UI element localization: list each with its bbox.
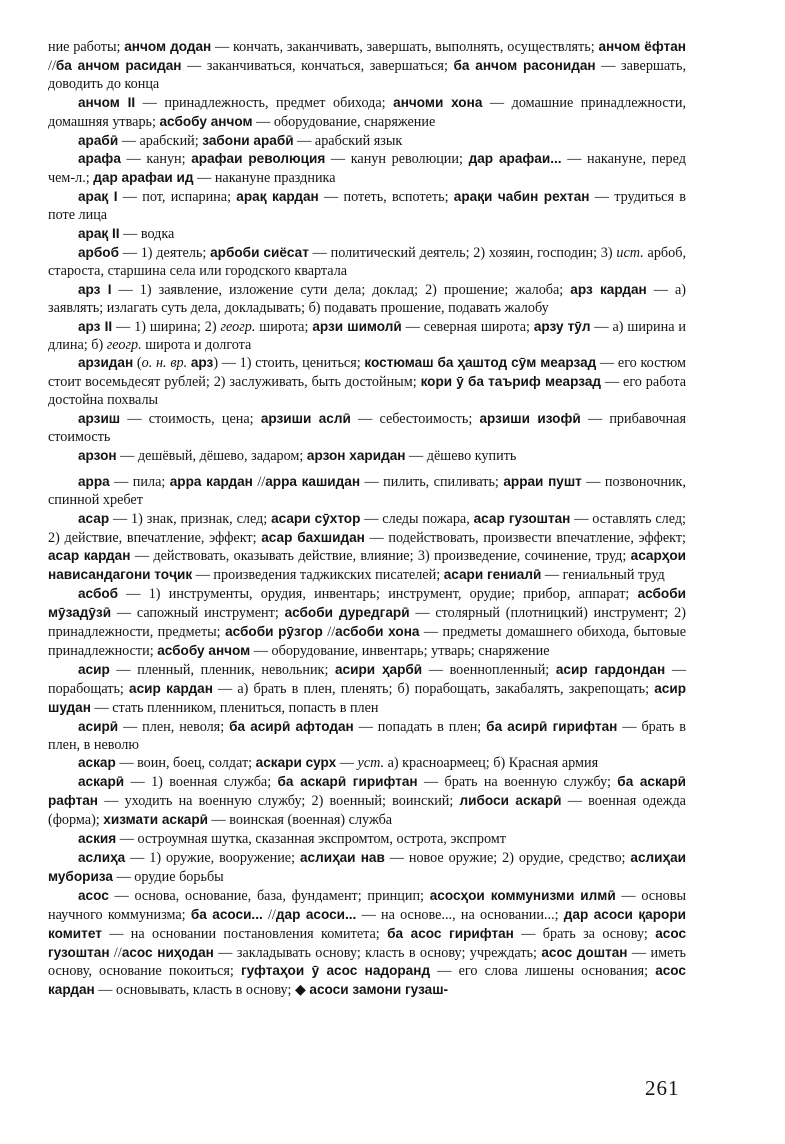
dictionary-entry bbox=[48, 281, 686, 318]
definition-text: — предметы домашнего обихода, бытовые принадлежности; bbox=[48, 624, 686, 659]
headword: ба анчом расонидан bbox=[453, 57, 596, 73]
headword: арақ кардан bbox=[236, 189, 319, 205]
definition-text: — на основе..., на основании...; bbox=[356, 906, 564, 923]
definition-text: ( bbox=[133, 355, 142, 372]
headword: дар асоси қарори комитет bbox=[48, 906, 686, 941]
headword: арз bbox=[190, 355, 214, 371]
headword: арафа bbox=[78, 151, 121, 167]
headword: аслиҳаи мубориза bbox=[48, 849, 686, 884]
headword: аскар bbox=[78, 755, 116, 771]
headword: арзиши аслӣ bbox=[260, 411, 351, 427]
definition-text: а) красноармеец; б) Красная армия bbox=[384, 755, 599, 772]
definition-text: — брать за основу; bbox=[513, 925, 656, 942]
headword: арраи пушт bbox=[503, 473, 582, 489]
definition-text: широта; bbox=[255, 318, 313, 335]
headword: асбоби мӯзадӯзӣ bbox=[48, 586, 686, 621]
definition-text: ние работы; bbox=[48, 39, 125, 55]
headword: асбоб bbox=[78, 586, 119, 602]
headword: арзон bbox=[78, 447, 117, 463]
headword: анчом додан bbox=[124, 39, 212, 54]
definition-text: — основывать, класть в основу; ◆ bbox=[94, 982, 310, 999]
definition-text: — следы пожара, bbox=[360, 510, 474, 527]
headword: гуфтаҳои ӯ асос надоранд bbox=[241, 963, 431, 979]
definition-text: — накануне, перед чем-л.; bbox=[48, 151, 686, 187]
definition-text: — пот, испарина; bbox=[117, 189, 237, 206]
usage-label: геогр. bbox=[106, 336, 142, 353]
definition-text: // bbox=[109, 944, 122, 961]
headword: арабӣ bbox=[78, 132, 119, 148]
definition-text: — стать пленником, плениться, попасть в плен bbox=[90, 699, 379, 716]
definition-text: — домашние принадлежности, домашняя утварь; bbox=[48, 94, 686, 130]
headword: анчоми хона bbox=[393, 94, 483, 110]
definition-text: — арабский язык bbox=[293, 132, 403, 149]
definition-text: — канун революции; bbox=[325, 151, 469, 168]
headword: аския bbox=[78, 831, 117, 847]
headword: забони арабӣ bbox=[202, 132, 294, 148]
headword: аслиҳаи нав bbox=[299, 849, 385, 865]
dictionary-entry bbox=[48, 244, 686, 281]
definition-text: — закладывать основу; класть в основу; учреждать; bbox=[213, 944, 542, 961]
headword: асари гениалӣ bbox=[443, 567, 542, 583]
usage-label: геогр. bbox=[220, 318, 256, 335]
definition-text: — позвоночник, спинной хребет bbox=[48, 473, 686, 508]
definition-text: — 1) оружие, вооружение; bbox=[125, 849, 300, 866]
headword: асар bbox=[78, 510, 110, 526]
dictionary-entry bbox=[48, 38, 686, 94]
definition-text: — воинская (военная) служба bbox=[208, 812, 393, 829]
definition-text: — гениальный труд bbox=[541, 567, 665, 584]
headword: арақи чабин рехтан bbox=[453, 189, 590, 205]
dictionary-entry bbox=[48, 718, 686, 755]
definition-text: — стоимость, цена; bbox=[120, 411, 261, 428]
definition-text: — 1) военная служба; bbox=[124, 774, 278, 791]
headword: асос доштан bbox=[541, 944, 628, 960]
headword: арафаи революция bbox=[191, 151, 326, 167]
headword: арақ I bbox=[78, 189, 118, 205]
definition-text: — попадать в плен; bbox=[353, 718, 487, 735]
definition-text: — основа, основание, база, фундамент; принцип; bbox=[108, 887, 430, 904]
definition-text: — кончать, заканчивать, завершать, выполнять, осуществлять; bbox=[211, 39, 599, 55]
headword: арзи шимолӣ bbox=[312, 318, 402, 334]
dictionary-entry bbox=[48, 773, 686, 830]
headword: асар гузоштан bbox=[473, 510, 571, 526]
definition-text: // bbox=[48, 57, 56, 74]
definition-text: — иметь основу, основание покоиться; bbox=[48, 944, 687, 980]
dictionary-entry bbox=[48, 225, 686, 244]
definition-text: — канун; bbox=[120, 151, 192, 168]
definition-text: — подействовать, произвести впечатление, эффект; bbox=[364, 529, 686, 546]
definition-text: — остроумная шутка, сказанная экспромтом, острота, экспромт bbox=[116, 831, 506, 848]
headword: аскари сурх bbox=[255, 755, 337, 771]
headword: анчом ёфтан bbox=[598, 39, 687, 54]
definition-text: — действовать, оказывать действие, влияние; 3) произведение, сочинение, труд; bbox=[130, 548, 631, 565]
dictionary-entry bbox=[48, 830, 686, 849]
definition-text: — порабощать; bbox=[48, 661, 686, 697]
definition-text: широта и долгота bbox=[141, 336, 252, 353]
definition-text: — трудиться в поте лица bbox=[48, 189, 686, 224]
definition-text: — северная широта; bbox=[401, 318, 534, 335]
headword: асир гардондан bbox=[555, 661, 666, 677]
dictionary-entry bbox=[48, 849, 686, 887]
definition-text: — оборудование, инвентарь; утварь; снаряжение bbox=[250, 643, 550, 659]
definition-text: — брать на военную службу; bbox=[417, 774, 618, 791]
headword: арзу тӯл bbox=[533, 318, 591, 334]
dictionary-entry bbox=[48, 318, 686, 355]
headword: анчом II bbox=[78, 94, 136, 110]
definition-text: — его работа достойна похвалы bbox=[48, 374, 686, 409]
definition-text: // bbox=[262, 906, 276, 923]
definition-text: арбоб, староста, старшина села или городского квартала bbox=[48, 244, 686, 279]
headword: арра bbox=[78, 473, 110, 489]
headword: либоси аскарӣ bbox=[459, 793, 562, 809]
definition-text: — bbox=[336, 755, 358, 772]
definition-text: — сапожный инструмент; bbox=[111, 605, 285, 622]
headword: ба анчом расидан bbox=[55, 57, 182, 73]
headword: асос гузоштан bbox=[48, 925, 687, 960]
headword: асоси замони гузаш- bbox=[309, 982, 449, 998]
definition-text: — столярный (плотницкий) инструмент; 2) принадлежности, предметы; bbox=[48, 605, 686, 641]
headword: арра кардан bbox=[169, 473, 253, 489]
headword: асбоби рӯзгор bbox=[225, 624, 323, 640]
definition-text: — дешёвый, дёшево, задаром; bbox=[116, 447, 307, 464]
headword: ба аскарӣ рафтан bbox=[48, 774, 686, 809]
headword: дар арафаи ид bbox=[93, 170, 194, 186]
definition-text: — его слова лишены основания; bbox=[430, 963, 656, 980]
headword: хизмати аскарӣ bbox=[103, 812, 208, 828]
dictionary-entry bbox=[48, 754, 686, 773]
headword: костюмаш ба ҳаштод сӯм меарзад bbox=[364, 355, 597, 371]
headword: арра кашидан bbox=[265, 473, 361, 489]
headword: ба асоси... bbox=[190, 906, 263, 922]
headword: ба асирӣ гирифтан bbox=[486, 718, 618, 734]
dictionary-entry bbox=[48, 887, 686, 1000]
definition-text: — основы научного коммунизма; bbox=[48, 887, 686, 923]
headword: аскарӣ bbox=[78, 774, 125, 790]
definition-text: ) — 1) стоить, цениться; bbox=[213, 355, 365, 372]
definition-text: — на основании постановления комитета; bbox=[101, 925, 388, 942]
headword: асос bbox=[78, 887, 109, 903]
definition-text: — накануне праздника bbox=[193, 170, 336, 187]
definition-text: — пленный, пленник, невольник; bbox=[109, 661, 335, 678]
headword: асар бахшидан bbox=[261, 529, 365, 545]
headword: арбоб bbox=[78, 244, 119, 260]
dictionary-entry bbox=[48, 510, 686, 586]
headword: асари сӯхтор bbox=[271, 510, 361, 526]
dictionary-entry bbox=[48, 473, 686, 510]
headword: асирӣ bbox=[78, 718, 119, 734]
definition-text: — а) ширина и длина; б) bbox=[48, 318, 686, 353]
definition-text: — а) брать в плен, пленять; б) порабощать, закабалять, закрепощать; bbox=[212, 680, 655, 697]
headword: арзон харидан bbox=[306, 447, 406, 463]
definition-text: — 1) заявление, изложение сути дела; доклад; 2) прошение; жалоба; bbox=[111, 281, 571, 298]
headword: асар кардан bbox=[48, 548, 131, 564]
definition-text: — его костюм стоит восемьдесят рублей; 2) заслуживать, быть достойным; bbox=[48, 355, 687, 391]
page-number: 261 bbox=[645, 1076, 680, 1100]
definition-text: — водка bbox=[119, 226, 175, 243]
definition-text: — пила; bbox=[109, 473, 170, 490]
headword: асир шудан bbox=[48, 680, 686, 715]
definition-text: — 1) деятель; bbox=[118, 244, 211, 261]
headword: асбобу анчом bbox=[157, 643, 251, 658]
headword: арбоби сиёсат bbox=[210, 244, 309, 260]
definition-text: — заканчиваться, кончаться, завершаться; bbox=[181, 57, 454, 74]
headword: ба асос гирифтан bbox=[387, 925, 514, 941]
definition-text: — пилить, спиливать; bbox=[360, 473, 504, 490]
headword: арзиш bbox=[78, 411, 121, 427]
headword: асбоби хона bbox=[335, 624, 420, 640]
headword: арзидан bbox=[78, 355, 134, 371]
definition-text: — 1) инструменты, орудия, инвентарь; инструмент, орудие; прибор, аппарат; bbox=[118, 586, 638, 603]
dictionary-entry bbox=[48, 132, 686, 151]
definition-text: — 1) ширина; 2) bbox=[112, 318, 221, 335]
headword: арзиши изофӣ bbox=[479, 411, 581, 427]
definition-text: — орудие борьбы bbox=[112, 868, 224, 885]
dictionary-entry bbox=[48, 188, 686, 225]
dictionary-entry bbox=[48, 354, 686, 410]
definition-text: — арабский; bbox=[118, 132, 203, 149]
headword: ба асирӣ афтодан bbox=[229, 718, 354, 734]
headword: ба аскарӣ гирифтан bbox=[277, 774, 418, 790]
dictionary-entry bbox=[48, 150, 686, 188]
definition-text: — дёшево купить bbox=[405, 447, 517, 464]
definition-text: — оставлять след; 2) действие, впечатление, эффект; bbox=[48, 510, 686, 546]
dictionary-entry bbox=[48, 585, 686, 661]
dictionary-entry bbox=[48, 661, 686, 718]
definition-text: — уходить на военную службу; 2) военный; воинский; bbox=[98, 793, 460, 810]
definition-text: — потеть, вспотеть; bbox=[318, 189, 454, 206]
headword: арз кардан bbox=[570, 281, 647, 297]
headword: асос кардан bbox=[48, 963, 686, 998]
dictionary-entry bbox=[48, 447, 686, 466]
headword: арз II bbox=[78, 318, 113, 334]
usage-label: ист. bbox=[616, 244, 644, 261]
headword: кори ӯ ба таъриф меарзад bbox=[420, 374, 602, 390]
usage-label: о. н. вр. bbox=[141, 355, 188, 372]
definition-text: — брать в плен, в неволю bbox=[48, 718, 686, 753]
headword: арақ II bbox=[78, 226, 120, 242]
definition-text: // bbox=[252, 473, 266, 490]
headword: асир bbox=[78, 661, 110, 677]
headword: асбоби дуредгарӣ bbox=[284, 605, 410, 621]
dictionary-page bbox=[48, 38, 686, 1000]
definition-text: — себестоимость; bbox=[350, 411, 480, 428]
dictionary-entry bbox=[48, 410, 686, 447]
definition-text: — политический деятель; 2) хозяин, господин; 3) bbox=[308, 244, 617, 261]
headword: арз I bbox=[78, 281, 112, 297]
definition-text: — а) заявлять; излагать суть дела, докладывать; б) подавать прошение, подавать жалобу bbox=[48, 281, 686, 316]
headword: асир кардан bbox=[129, 680, 213, 696]
definition-text: — 1) знак, признак, след; bbox=[109, 510, 272, 527]
dictionary-entry bbox=[48, 94, 686, 132]
definition-text: — прибавочная стоимость bbox=[48, 411, 687, 446]
headword: дар асоси... bbox=[275, 906, 357, 922]
headword: асосҳои коммунизми илмӣ bbox=[429, 887, 616, 903]
definition-text: — воин, боец, солдат; bbox=[115, 755, 256, 772]
definition-text: — плен, неволя; bbox=[118, 718, 230, 735]
headword: асбобу анчом bbox=[159, 113, 253, 129]
definition-text: — принадлежность, предмет обихода; bbox=[135, 94, 394, 111]
definition-text: — оборудование, снаряжение bbox=[252, 113, 436, 130]
usage-label: уст. bbox=[357, 755, 385, 772]
headword: асос ниҳодан bbox=[121, 944, 214, 960]
definition-text: // bbox=[322, 624, 336, 641]
headword: дар арафаи... bbox=[468, 151, 562, 167]
headword: аслиҳа bbox=[78, 849, 126, 865]
definition-text: — произведения таджикских писателей; bbox=[192, 567, 444, 584]
headword: асири ҳарбӣ bbox=[335, 661, 423, 677]
definition-text: — военная одежда (форма); bbox=[48, 793, 686, 829]
definition-text: — новое оружие; 2) орудие, средство; bbox=[384, 849, 631, 866]
definition-text: — военнопленный; bbox=[422, 661, 556, 678]
definition-text: — завершать, доводить до конца bbox=[48, 57, 686, 92]
headword: асарҳои нависандагони тоҷик bbox=[48, 548, 687, 583]
